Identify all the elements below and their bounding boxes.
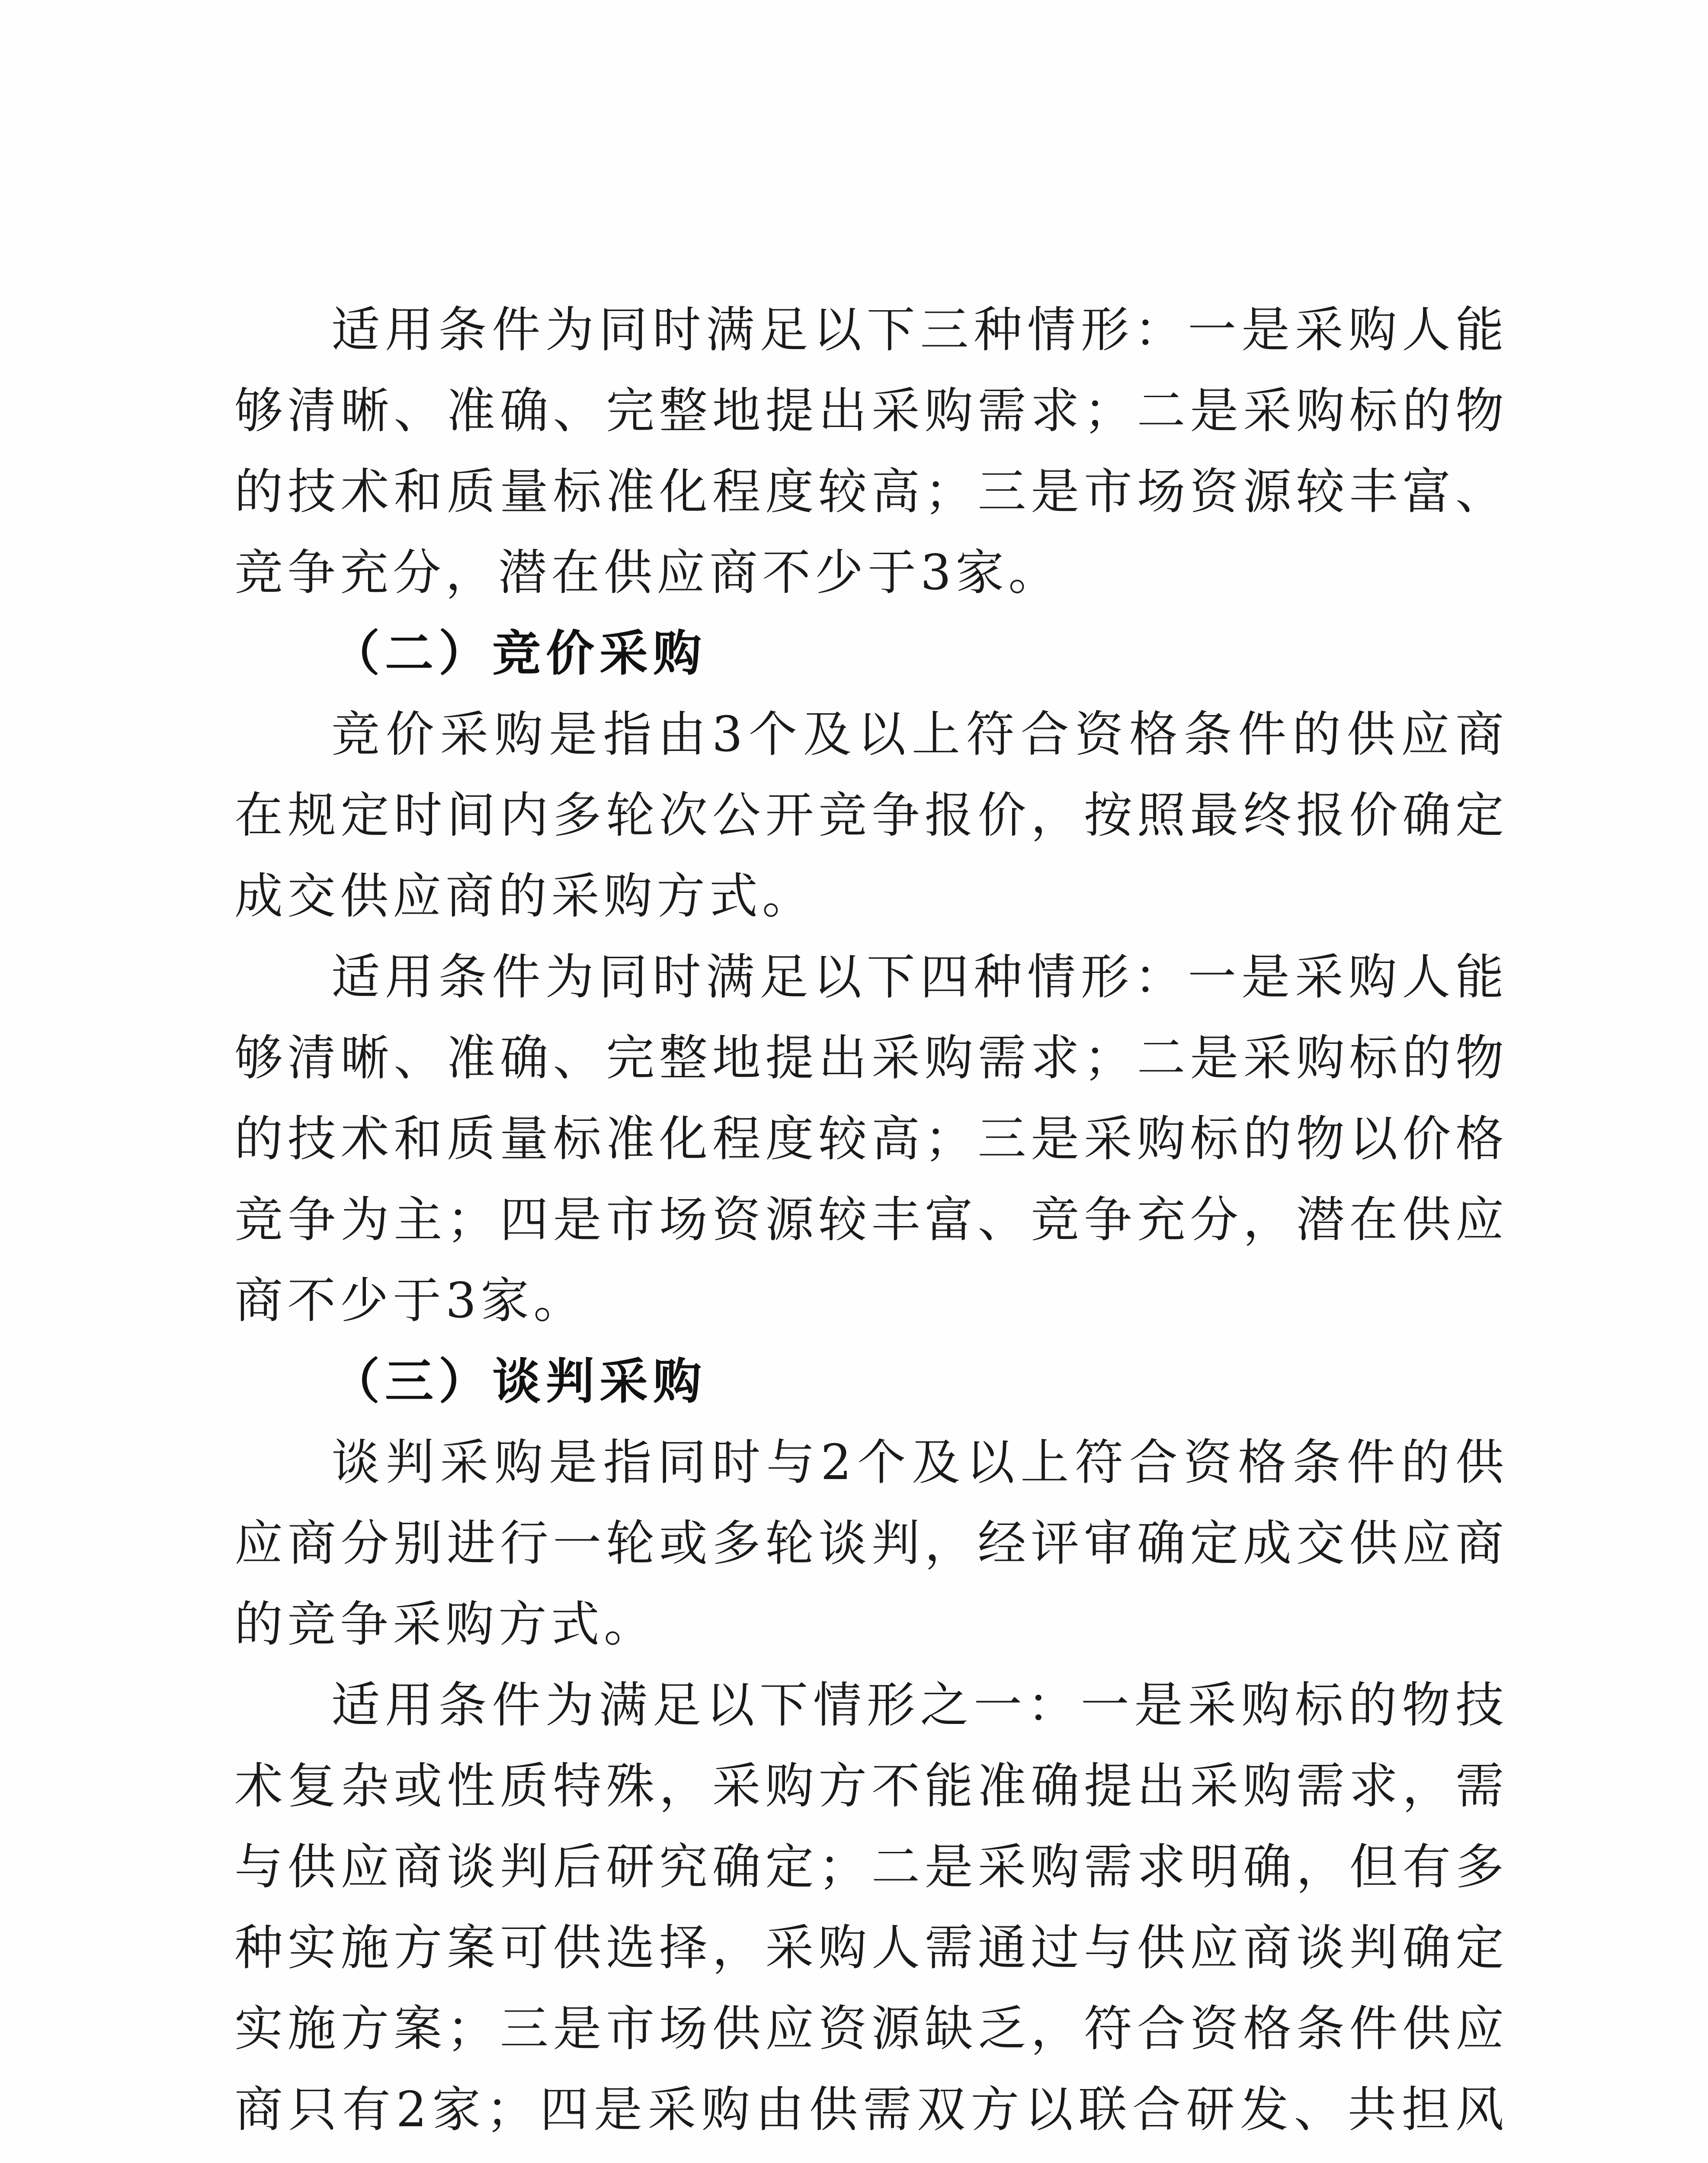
section-heading-bidding-purchase: （二）竞价采购 xyxy=(331,626,707,682)
paragraph-negotiation-purchase-definition: 谈判采购是指同时与2个及以上符合资格条件的供应商分别进行一轮或多轮谈判，经评审确定成交供应商的竞争采购方式。 xyxy=(234,1435,1508,1653)
paragraph-applicable-conditions-1: 适用条件为同时满足以下三种情形：一是采购人能够清晰、准确、完整地提出采购需求；二是采购标的物的技术和质量标准化程度较高；三是市场资源较丰富、竞争充分，潜在供应商不少于3家。 xyxy=(234,302,1508,601)
paragraph-bidding-purchase-definition: 竞价采购是指由3个及以上符合资格条件的供应商在规定时间内多轮次公开竞争报价，按照最终报价确定成交供应商的采购方式。 xyxy=(234,706,1508,924)
paragraph-applicable-conditions-2: 适用条件为同时满足以下四种情形：一是采购人能够清晰、准确、完整地提出采购需求；二是采购标的物的技术和质量标准化程度较高；三是采购标的物以价格竞争为主；四是市场资源较丰富、竞争充分，潜在供应商不少于3家。 xyxy=(234,949,1508,1329)
document-body xyxy=(234,290,1508,2163)
section-heading-negotiation-purchase: （三）谈判采购 xyxy=(331,1354,707,1410)
paragraph-applicable-conditions-3: 适用条件为满足以下情形之一：一是采购标的物技术复杂或性质特殊，采购方不能准确提出采购需求，需与供应商谈判后研究确定；二是采购需求明确，但有多种实施方案可供选择，采购人需通过与供应商谈判确定实施方案；三是市场供应资源缺乏，符合资格条件供应商只有2家；四是采购由供需双方以联合研发、共担风 xyxy=(234,1677,1508,2138)
